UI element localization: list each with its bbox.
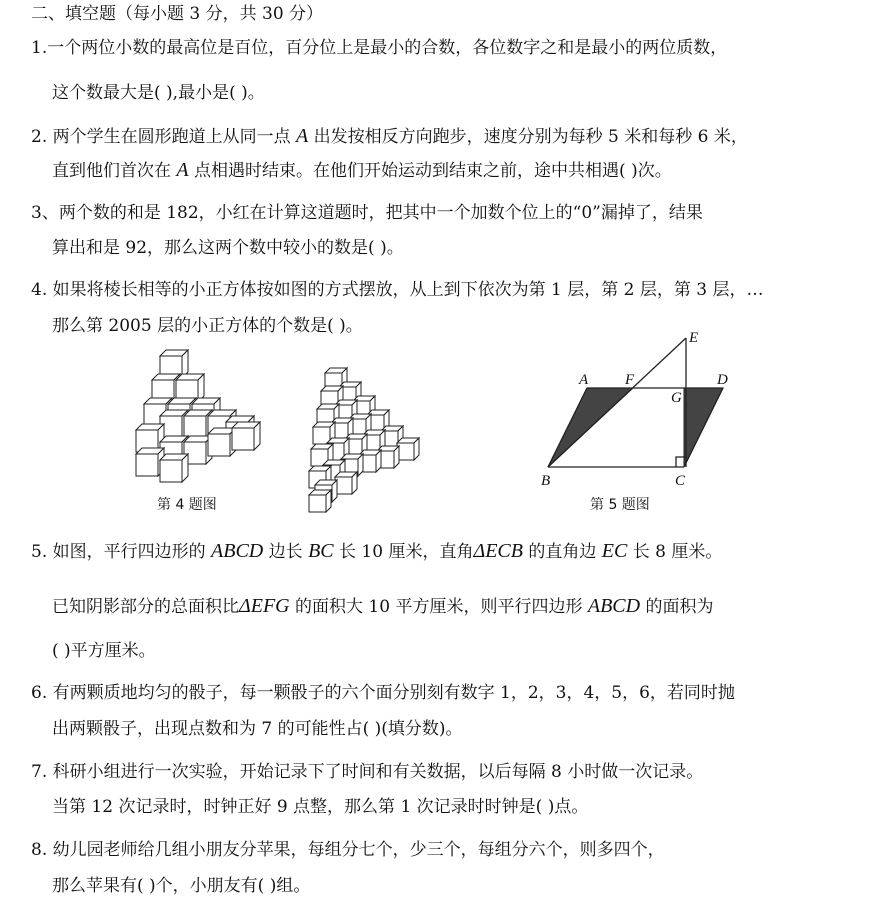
q5-text: 已知阴影部分的总面积比 <box>52 597 239 617</box>
question-8-line-2: 那么苹果有( )个，小朋友有( )组。 <box>52 876 311 896</box>
q2-text: 2. 两个学生在圆形跑道上从同一点 <box>31 127 297 147</box>
label-a: A <box>579 372 589 388</box>
q5-math: BC <box>308 540 334 562</box>
figure-caption-q4: 第 4 题图 <box>157 497 217 513</box>
question-4-line-2: 那么第 2005 层的小正方体的个数是( )。 <box>52 316 363 336</box>
question-6-line-2: 出两颗骰子，出现点数和为 7 的可能性占( )(填分数)。 <box>52 719 463 739</box>
question-3-line-1: 3、两个数的和是 182，小红在计算这道题时，把其中一个加数个位上的“0”漏掉了，结果 <box>31 203 703 223</box>
q5-text: 边长 <box>263 542 309 562</box>
label-d: D <box>717 372 728 388</box>
question-7-line-1: 7. 科研小组进行一次实验，开始记录下了时间和有关数据，以后每隔 8 小时做一次记录。 <box>31 762 704 782</box>
q5-math: ΔEFG <box>239 595 290 617</box>
question-1-line-1: 1.一个两位小数的最高位是百位，百分位上是最小的合数，各位数字之和是最小的两位质数， <box>31 38 728 58</box>
q5-text: 长 10 厘米，直角 <box>333 542 474 562</box>
section-title: 二、填空题（每小题 3 分，共 30 分） <box>31 4 324 24</box>
question-5-line-3: ( )平方厘米。 <box>52 641 156 661</box>
question-7-line-2: 当第 12 次记录时，时钟正好 9 点整，那么第 1 次记录时时钟是( )点。 <box>52 797 589 817</box>
q2-text: 直到他们首次在 <box>52 161 177 181</box>
question-4-line-1: 4. 如果将棱长相等的小正方体按如图的方式摆放，从上到下依次为第 1 层，第 2 层，第 3 层，… <box>31 280 764 300</box>
q5-text: 的面积为 <box>640 597 714 617</box>
question-1-line-2: 这个数最大是( ),最小是( )。 <box>52 83 265 103</box>
q5-text: 的直角边 <box>522 542 602 562</box>
q5-math: ΔECB <box>473 540 523 562</box>
label-b: B <box>541 473 551 489</box>
q5-text: 5. 如图，平行四边形的 <box>31 542 212 562</box>
question-2-line-1 <box>31 126 748 147</box>
q5-math: ABCD <box>211 540 264 562</box>
q5-math: EC <box>601 540 628 562</box>
question-8-line-1: 8. 幼儿园老师给几组小朋友分苹果，每组分七个，少三个，每组分六个，则多四个， <box>31 840 665 860</box>
q2-text: 点相遇时结束。在他们开始运动到结束之前，途中共相遇( )次。 <box>188 161 672 181</box>
question-2-line-2 <box>52 160 672 181</box>
q5-text: 的面积大 10 平方厘米，则平行四边形 <box>289 597 588 617</box>
q5-math: ABCD <box>587 595 641 617</box>
parallelogram-figure <box>535 328 765 488</box>
label-e: E <box>689 330 699 346</box>
question-6-line-1: 6. 有两颗质地均匀的骰子，每一颗骰子的六个面分别刻有数字 1，2，3，4，5，6，若同时抛 <box>31 683 735 703</box>
cube-pyramid-figure-2 <box>305 368 420 513</box>
label-f: F <box>625 372 635 388</box>
label-g: G <box>671 390 682 406</box>
question-3-line-2: 算出和是 92，那么这两个数中较小的数是( )。 <box>52 238 404 258</box>
cube-pyramid-figure-1 <box>130 350 270 480</box>
figure-caption-q5: 第 5 题图 <box>590 497 650 513</box>
label-c: C <box>675 473 686 489</box>
q5-text: 长 8 厘米。 <box>627 542 723 562</box>
question-5-line-1 <box>31 541 722 562</box>
point-a: A <box>176 159 189 181</box>
question-5-line-2 <box>52 596 714 617</box>
q2-text: 出发按相反方向跑步，速度分别为每秒 5 米和每秒 6 米， <box>308 127 748 147</box>
point-a: A <box>296 125 309 147</box>
